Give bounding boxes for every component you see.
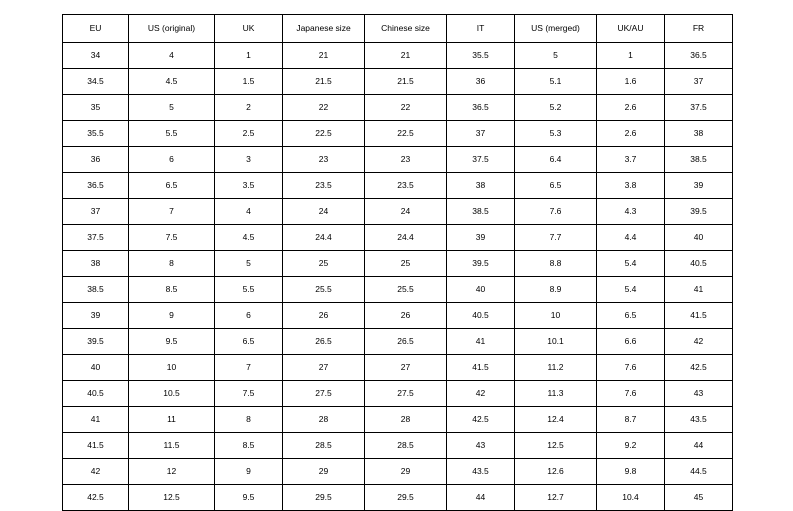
cell-it: 41 xyxy=(447,329,515,355)
cell-fr: 41 xyxy=(665,277,733,303)
cell-eu: 39.5 xyxy=(63,329,129,355)
cell-us-original: 12.5 xyxy=(129,485,215,511)
cell-us-original: 10 xyxy=(129,355,215,381)
cell-it: 42 xyxy=(447,381,515,407)
cell-uk-au: 4.3 xyxy=(597,199,665,225)
column-header-uk-au: UK/AU xyxy=(597,15,665,43)
cell-eu: 34.5 xyxy=(63,69,129,95)
cell-fr: 39.5 xyxy=(665,199,733,225)
cell-it: 39 xyxy=(447,225,515,251)
cell-eu: 38 xyxy=(63,251,129,277)
cell-chinese-size: 23.5 xyxy=(365,173,447,199)
column-header-eu: EU xyxy=(63,15,129,43)
cell-uk-au: 2.6 xyxy=(597,121,665,147)
table-row xyxy=(63,147,733,173)
cell-us-original: 7 xyxy=(129,199,215,225)
cell-japanese-size: 26.5 xyxy=(283,329,365,355)
cell-it: 38 xyxy=(447,173,515,199)
cell-uk-au: 9.8 xyxy=(597,459,665,485)
cell-us-original: 11 xyxy=(129,407,215,433)
cell-fr: 37 xyxy=(665,69,733,95)
cell-us-merged: 5.1 xyxy=(515,69,597,95)
table-row xyxy=(63,459,733,485)
cell-uk: 4 xyxy=(215,199,283,225)
table-row xyxy=(63,95,733,121)
cell-fr: 45 xyxy=(665,485,733,511)
column-header-fr: FR xyxy=(665,15,733,43)
table-row xyxy=(63,225,733,251)
cell-us-merged: 8.8 xyxy=(515,251,597,277)
cell-chinese-size: 21.5 xyxy=(365,69,447,95)
cell-uk: 9.5 xyxy=(215,485,283,511)
cell-us-original: 5 xyxy=(129,95,215,121)
table-row xyxy=(63,69,733,95)
table-row xyxy=(63,121,733,147)
cell-japanese-size: 28.5 xyxy=(283,433,365,459)
column-header-japanese-size: Japanese size xyxy=(283,15,365,43)
table-row xyxy=(63,277,733,303)
cell-eu: 41.5 xyxy=(63,433,129,459)
cell-fr: 42.5 xyxy=(665,355,733,381)
cell-japanese-size: 22 xyxy=(283,95,365,121)
cell-us-merged: 5.2 xyxy=(515,95,597,121)
cell-us-original: 8.5 xyxy=(129,277,215,303)
cell-us-merged: 6.4 xyxy=(515,147,597,173)
cell-uk-au: 5.4 xyxy=(597,277,665,303)
cell-us-merged: 5.3 xyxy=(515,121,597,147)
size-conversion-table-container xyxy=(62,14,732,511)
column-header-us-original: US (original) xyxy=(129,15,215,43)
table-row xyxy=(63,43,733,69)
column-header-it: IT xyxy=(447,15,515,43)
cell-uk-au: 7.6 xyxy=(597,355,665,381)
cell-us-merged: 7.7 xyxy=(515,225,597,251)
cell-uk-au: 9.2 xyxy=(597,433,665,459)
cell-us-merged: 6.5 xyxy=(515,173,597,199)
cell-us-merged: 12.6 xyxy=(515,459,597,485)
table-header-row xyxy=(63,15,733,43)
cell-uk: 2.5 xyxy=(215,121,283,147)
cell-eu: 41 xyxy=(63,407,129,433)
cell-uk: 4.5 xyxy=(215,225,283,251)
cell-chinese-size: 22.5 xyxy=(365,121,447,147)
cell-chinese-size: 25.5 xyxy=(365,277,447,303)
cell-japanese-size: 29 xyxy=(283,459,365,485)
cell-us-merged: 7.6 xyxy=(515,199,597,225)
cell-fr: 37.5 xyxy=(665,95,733,121)
cell-uk: 3 xyxy=(215,147,283,173)
cell-us-merged: 12.4 xyxy=(515,407,597,433)
cell-japanese-size: 25.5 xyxy=(283,277,365,303)
cell-eu: 39 xyxy=(63,303,129,329)
cell-chinese-size: 24.4 xyxy=(365,225,447,251)
cell-it: 44 xyxy=(447,485,515,511)
cell-japanese-size: 23.5 xyxy=(283,173,365,199)
cell-it: 40.5 xyxy=(447,303,515,329)
table-row xyxy=(63,381,733,407)
cell-us-original: 5.5 xyxy=(129,121,215,147)
cell-japanese-size: 27 xyxy=(283,355,365,381)
cell-us-original: 8 xyxy=(129,251,215,277)
cell-it: 42.5 xyxy=(447,407,515,433)
cell-uk-au: 7.6 xyxy=(597,381,665,407)
cell-chinese-size: 26.5 xyxy=(365,329,447,355)
table-row xyxy=(63,407,733,433)
cell-eu: 40.5 xyxy=(63,381,129,407)
cell-japanese-size: 29.5 xyxy=(283,485,365,511)
column-header-uk: UK xyxy=(215,15,283,43)
cell-fr: 44 xyxy=(665,433,733,459)
cell-uk: 6 xyxy=(215,303,283,329)
cell-it: 36 xyxy=(447,69,515,95)
cell-uk: 6.5 xyxy=(215,329,283,355)
cell-chinese-size: 26 xyxy=(365,303,447,329)
cell-us-merged: 10 xyxy=(515,303,597,329)
cell-chinese-size: 28 xyxy=(365,407,447,433)
cell-japanese-size: 23 xyxy=(283,147,365,173)
cell-uk-au: 8.7 xyxy=(597,407,665,433)
cell-eu: 35 xyxy=(63,95,129,121)
column-header-chinese-size: Chinese size xyxy=(365,15,447,43)
table-row xyxy=(63,329,733,355)
cell-us-original: 6 xyxy=(129,147,215,173)
cell-us-merged: 8.9 xyxy=(515,277,597,303)
cell-eu: 37 xyxy=(63,199,129,225)
cell-eu: 37.5 xyxy=(63,225,129,251)
cell-us-merged: 12.7 xyxy=(515,485,597,511)
cell-it: 39.5 xyxy=(447,251,515,277)
cell-chinese-size: 23 xyxy=(365,147,447,173)
cell-chinese-size: 28.5 xyxy=(365,433,447,459)
cell-japanese-size: 25 xyxy=(283,251,365,277)
cell-fr: 38.5 xyxy=(665,147,733,173)
cell-japanese-size: 21.5 xyxy=(283,69,365,95)
cell-us-merged: 12.5 xyxy=(515,433,597,459)
cell-it: 36.5 xyxy=(447,95,515,121)
cell-us-original: 4.5 xyxy=(129,69,215,95)
cell-japanese-size: 27.5 xyxy=(283,381,365,407)
cell-fr: 39 xyxy=(665,173,733,199)
cell-japanese-size: 22.5 xyxy=(283,121,365,147)
cell-it: 37 xyxy=(447,121,515,147)
cell-chinese-size: 21 xyxy=(365,43,447,69)
cell-us-original: 7.5 xyxy=(129,225,215,251)
cell-fr: 43 xyxy=(665,381,733,407)
cell-eu: 42 xyxy=(63,459,129,485)
cell-us-original: 11.5 xyxy=(129,433,215,459)
cell-eu: 36 xyxy=(63,147,129,173)
cell-eu: 40 xyxy=(63,355,129,381)
cell-uk: 8 xyxy=(215,407,283,433)
cell-uk-au: 4.4 xyxy=(597,225,665,251)
cell-uk: 9 xyxy=(215,459,283,485)
cell-us-merged: 5 xyxy=(515,43,597,69)
column-header-us-merged: US (merged) xyxy=(515,15,597,43)
cell-fr: 40 xyxy=(665,225,733,251)
cell-uk-au: 1.6 xyxy=(597,69,665,95)
table-row xyxy=(63,303,733,329)
size-conversion-table xyxy=(62,14,733,511)
table-row xyxy=(63,251,733,277)
cell-eu: 34 xyxy=(63,43,129,69)
cell-japanese-size: 26 xyxy=(283,303,365,329)
cell-japanese-size: 24.4 xyxy=(283,225,365,251)
cell-uk: 1.5 xyxy=(215,69,283,95)
cell-uk: 5.5 xyxy=(215,277,283,303)
cell-fr: 36.5 xyxy=(665,43,733,69)
cell-japanese-size: 21 xyxy=(283,43,365,69)
table-row xyxy=(63,355,733,381)
cell-japanese-size: 28 xyxy=(283,407,365,433)
cell-uk-au: 5.4 xyxy=(597,251,665,277)
cell-chinese-size: 25 xyxy=(365,251,447,277)
cell-uk-au: 6.5 xyxy=(597,303,665,329)
cell-us-merged: 10.1 xyxy=(515,329,597,355)
cell-chinese-size: 22 xyxy=(365,95,447,121)
cell-uk: 7 xyxy=(215,355,283,381)
table-row xyxy=(63,173,733,199)
cell-us-original: 10.5 xyxy=(129,381,215,407)
cell-eu: 38.5 xyxy=(63,277,129,303)
cell-uk-au: 3.8 xyxy=(597,173,665,199)
cell-eu: 36.5 xyxy=(63,173,129,199)
cell-it: 40 xyxy=(447,277,515,303)
cell-chinese-size: 29.5 xyxy=(365,485,447,511)
cell-it: 43.5 xyxy=(447,459,515,485)
cell-chinese-size: 27.5 xyxy=(365,381,447,407)
cell-uk: 1 xyxy=(215,43,283,69)
cell-uk-au: 6.6 xyxy=(597,329,665,355)
cell-us-original: 9 xyxy=(129,303,215,329)
cell-uk-au: 10.4 xyxy=(597,485,665,511)
cell-uk-au: 2.6 xyxy=(597,95,665,121)
cell-us-merged: 11.3 xyxy=(515,381,597,407)
cell-fr: 42 xyxy=(665,329,733,355)
cell-uk-au: 3.7 xyxy=(597,147,665,173)
cell-it: 37.5 xyxy=(447,147,515,173)
cell-it: 43 xyxy=(447,433,515,459)
cell-us-original: 12 xyxy=(129,459,215,485)
cell-us-original: 6.5 xyxy=(129,173,215,199)
table-row xyxy=(63,485,733,511)
cell-uk-au: 1 xyxy=(597,43,665,69)
cell-fr: 38 xyxy=(665,121,733,147)
cell-fr: 40.5 xyxy=(665,251,733,277)
cell-us-merged: 11.2 xyxy=(515,355,597,381)
cell-us-original: 9.5 xyxy=(129,329,215,355)
cell-eu: 42.5 xyxy=(63,485,129,511)
cell-fr: 44.5 xyxy=(665,459,733,485)
cell-uk: 2 xyxy=(215,95,283,121)
cell-chinese-size: 29 xyxy=(365,459,447,485)
cell-fr: 41.5 xyxy=(665,303,733,329)
cell-it: 41.5 xyxy=(447,355,515,381)
cell-uk: 8.5 xyxy=(215,433,283,459)
cell-it: 35.5 xyxy=(447,43,515,69)
cell-uk: 5 xyxy=(215,251,283,277)
cell-us-original: 4 xyxy=(129,43,215,69)
cell-chinese-size: 27 xyxy=(365,355,447,381)
table-row xyxy=(63,433,733,459)
table-row xyxy=(63,199,733,225)
cell-it: 38.5 xyxy=(447,199,515,225)
cell-chinese-size: 24 xyxy=(365,199,447,225)
cell-uk: 7.5 xyxy=(215,381,283,407)
cell-uk: 3.5 xyxy=(215,173,283,199)
cell-fr: 43.5 xyxy=(665,407,733,433)
cell-eu: 35.5 xyxy=(63,121,129,147)
cell-japanese-size: 24 xyxy=(283,199,365,225)
